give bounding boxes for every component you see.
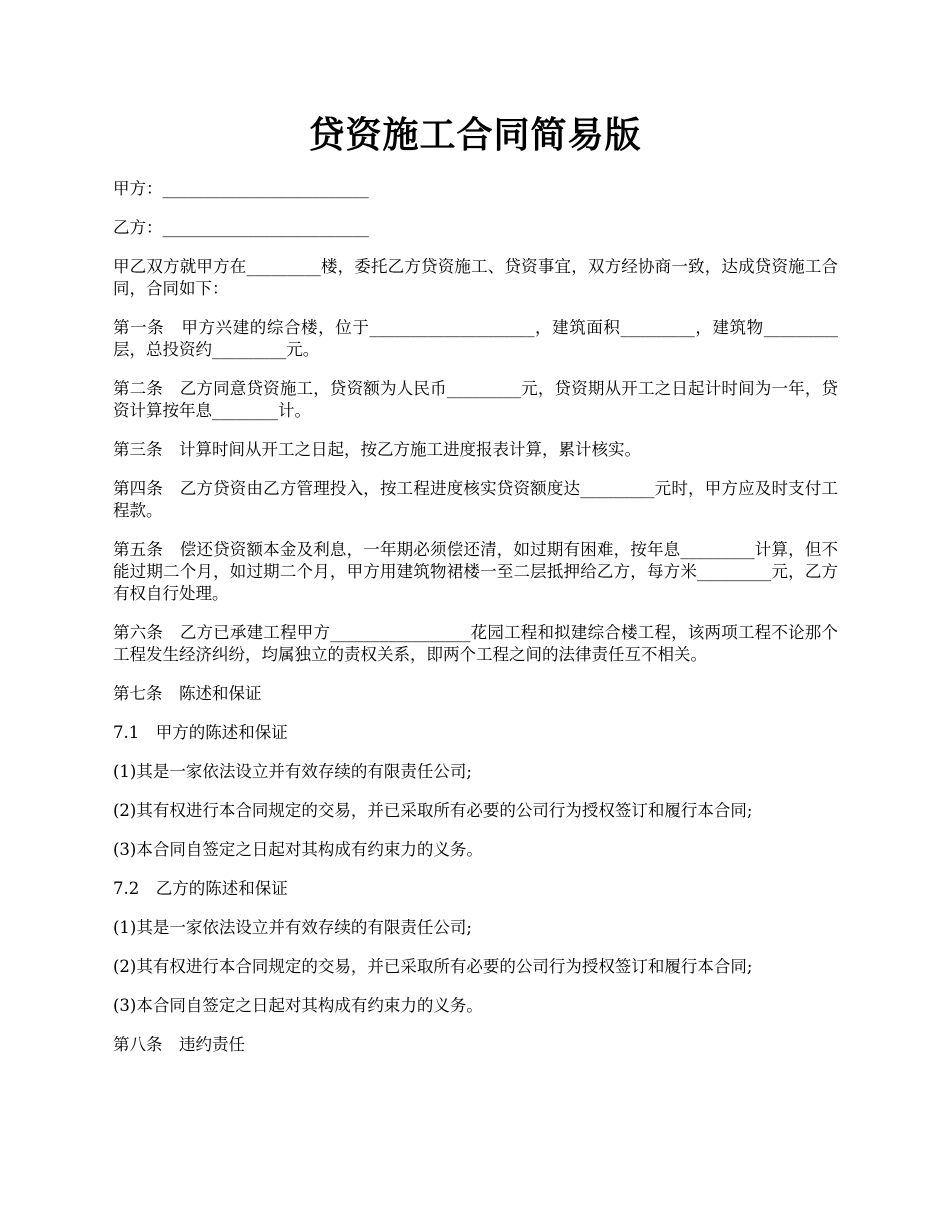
section-7-2-item-2: (2)其有权进行本合同规定的交易，并已采取所有必要的公司行为授权签订和履行本合同; bbox=[113, 957, 753, 976]
section-7-1-item-2: (2)其有权进行本合同规定的交易，并已采取所有必要的公司行为授权签订和履行本合同; bbox=[113, 801, 753, 820]
article-4: 第四条 乙方贷资由乙方管理投入，按工程进度核实贷资额度达_________元时，甲方应及时支付工程款。 bbox=[113, 479, 838, 520]
article-8-heading: 第八条 违约责任 bbox=[113, 1035, 245, 1054]
section-7-1-item-1: (1)其是一家依法设立并有效存续的有限责任公司; bbox=[113, 762, 472, 781]
section-7-2-item-1: (1)其是一家依法设立并有效存续的有限责任公司; bbox=[113, 918, 472, 937]
section-7-2-item-3: (3)本合同自签定之日起对其构成有约束力的义务。 bbox=[113, 996, 483, 1015]
article-5: 第五条 偿还贷资额本金及利息，一年期必须偿还清，如过期有困难，按年息_________计算，但不能过期二个月，如过期二个月，甲方用建筑物裙楼一至二层抵押给乙方，每方米_________元，乙方有权自行处理。 bbox=[113, 540, 838, 603]
preamble: 甲乙双方就甲方在_________楼，委托乙方贷资施工、贷资事宜，双方经协商一致，达成贷资施工合同，合同如下： bbox=[113, 257, 838, 298]
section-7-2-heading: 7.2 乙方的陈述和保证 bbox=[113, 879, 288, 898]
section-7-1-heading: 7.1 甲方的陈述和保证 bbox=[113, 723, 288, 742]
article-2: 第二条 乙方同意贷资施工，贷资额为人民币_________元，贷资期从开工之日起计时间为一年，贷资计算按年息________计。 bbox=[113, 379, 838, 420]
article-3: 第三条 计算时间从开工之日起，按乙方施工进度报表计算，累计核实。 bbox=[113, 440, 641, 459]
document-body bbox=[113, 178, 838, 1073]
document-title: 贷资施工合同简易版 bbox=[308, 114, 642, 156]
section-7-1-item-3: (3)本合同自签定之日起对其构成有约束力的义务。 bbox=[113, 840, 483, 859]
article-6: 第六条 乙方已承建工程甲方_________________花园工程和拟建综合楼工程，该两项工程不论那个工程发生经济纠纷，均属独立的责权关系，即两个工程之间的法律责任互不相关。 bbox=[113, 623, 838, 664]
party-a-line: 甲方：_________________________ bbox=[113, 179, 369, 198]
article-1: 第一条 甲方兴建的综合楼，位于____________________，建筑面积_________，建筑物_________层，总投资约_________元。 bbox=[113, 318, 838, 359]
article-7-heading: 第七条 陈述和保证 bbox=[113, 684, 262, 703]
party-b-line: 乙方：_________________________ bbox=[113, 218, 369, 237]
